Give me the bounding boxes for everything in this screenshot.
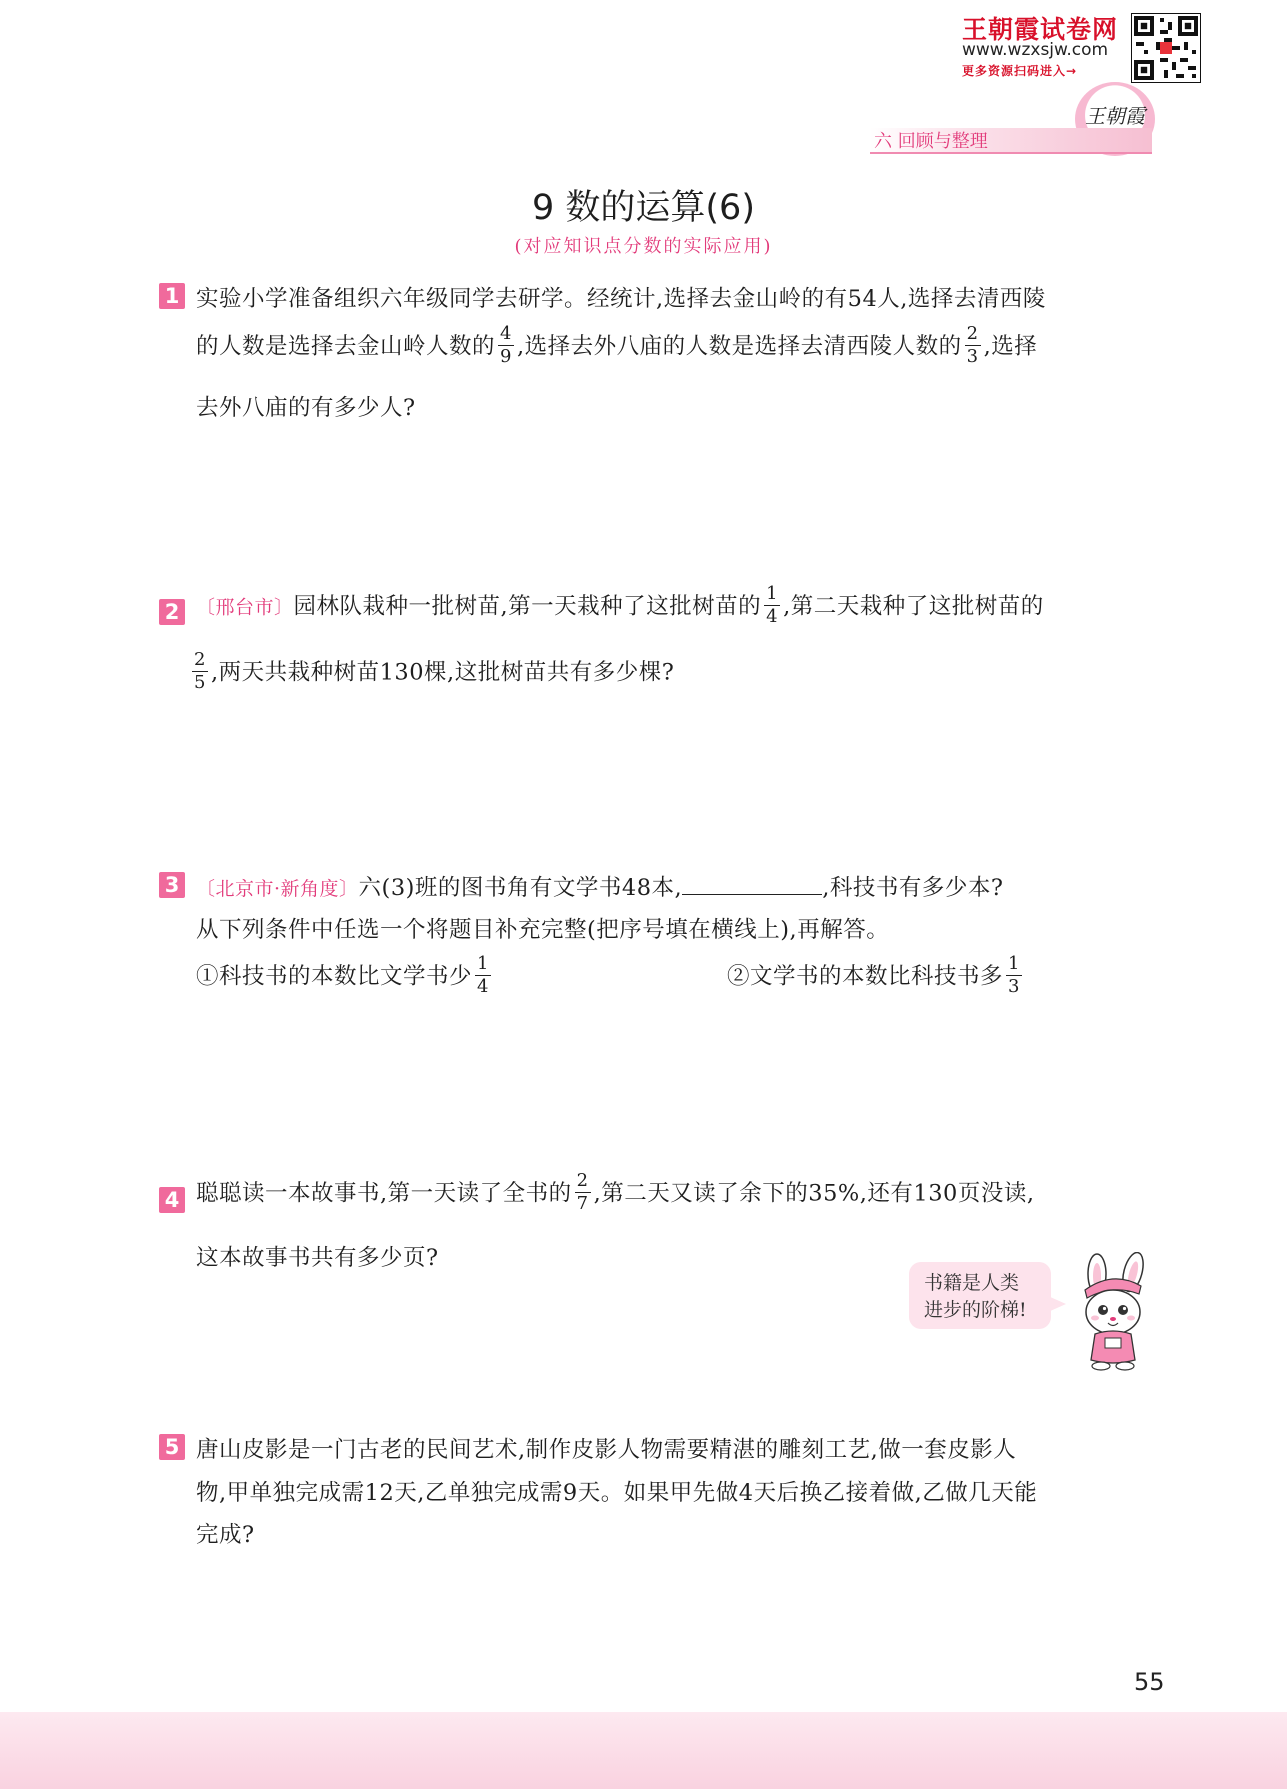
q2-text-c: ,两天共栽种树苗130棵,这批树苗共有多少棵? <box>210 659 675 686</box>
q5-line-2: 物,甲单独完成需12天,乙单独完成需9天。如果甲先做4天后换乙接着做,乙做几天能 <box>196 1480 1038 1506</box>
q3-option-2 <box>727 955 1025 1000</box>
page-subtitle: (对应知识点分数的实际应用) <box>514 236 773 257</box>
q2-line-1 <box>196 585 1044 630</box>
q2-line-2 <box>192 651 674 696</box>
brand-url[interactable]: www.wzxsjw.com <box>962 40 1109 60</box>
q4-line-2: 这本故事书共有多少页? <box>196 1245 439 1271</box>
bottom-decorative-band <box>0 1712 1287 1789</box>
q3-line-2: 从下列条件中任选一个将题目补充完整(把序号填在横线上),再解答。 <box>196 917 890 943</box>
q1-text-a: 的人数是选择去金山岭人数的 <box>196 333 496 360</box>
q2-text-b: ,第二天栽种了这批树苗的 <box>783 593 1044 620</box>
q2-fraction-2: $\frac{2}{5}$ <box>194 649 206 693</box>
q3-option-2-fraction: $\frac{1}{3}$ <box>1008 953 1020 997</box>
q1-text-b: ,选择去外八庙的人数是选择去清西陵人数的 <box>516 333 962 360</box>
q3-option-2-text: ②文学书的本数比科技书多 <box>727 963 1004 990</box>
q3-line-1 <box>196 870 1003 902</box>
bunny-mascot-icon <box>1075 1252 1155 1372</box>
page-title: 9 数的运算(6) <box>532 188 755 228</box>
question-number-5: 5 <box>159 1434 185 1460</box>
question-number-4: 4 <box>159 1187 185 1213</box>
q1-fraction-2: $\frac{2}{3}$ <box>966 323 979 367</box>
seal-text: 王朝霞 <box>1085 104 1145 128</box>
q4-text-a: 聪聪读一本故事书,第一天读了全书的 <box>196 1180 572 1207</box>
q3-option-1 <box>196 955 494 1000</box>
qr-code-icon[interactable] <box>1131 13 1201 83</box>
q3-source-tag: 〔北京市·新角度〕 <box>196 878 359 900</box>
q4-line-1 <box>196 1172 1035 1217</box>
section-label: 六 回顾与整理 <box>874 131 988 152</box>
q3-answer-blank[interactable] <box>682 874 822 895</box>
q4-fraction: $\frac{2}{7}$ <box>576 1170 589 1214</box>
page-number: 55 <box>1134 1668 1165 1696</box>
q5-line-1: 唐山皮影是一门古老的民间艺术,制作皮影人物需要精湛的雕刻工艺,做一套皮影人 <box>196 1437 1017 1463</box>
q5-line-3: 完成? <box>196 1522 255 1548</box>
q1-line-1: 实验小学准备组织六年级同学去研学。经统计,选择去金山岭的有54人,选择去清西陵 <box>196 286 1046 312</box>
q1-text-c: ,选择 <box>983 333 1038 360</box>
q1-line-2 <box>196 325 1037 370</box>
speech-bubble-tail <box>1048 1296 1066 1312</box>
brand-name: 王朝霞试卷网 <box>962 15 1119 44</box>
question-number-2: 2 <box>159 599 185 625</box>
q2-source-tag: 〔邢台市〕 <box>196 596 294 619</box>
question-number-1: 1 <box>159 283 185 309</box>
q1-line-3: 去外八庙的有多少人? <box>196 395 416 421</box>
q3-option-1-fraction: $\frac{1}{4}$ <box>477 953 489 997</box>
q3-option-1-text: ①科技书的本数比文学书少 <box>196 963 473 990</box>
q2-fraction-1: $\frac{1}{4}$ <box>766 583 779 627</box>
brand-more-text: 更多资源扫码进入→ <box>962 64 1078 78</box>
q2-text-a: 园林队栽种一批树苗,第一天栽种了这批树苗的 <box>293 593 762 620</box>
q4-text-b: ,第二天又读了余下的35%,还有130页没读, <box>593 1180 1035 1207</box>
q3-text-b: ,科技书有多少本? <box>822 875 1004 901</box>
speech-bubble-text: 书籍是人类 进步的阶梯! <box>924 1272 1027 1321</box>
question-number-3: 3 <box>159 872 185 898</box>
q3-text-a: 六(3)班的图书角有文学书48本, <box>358 875 683 901</box>
q1-fraction-1: $\frac{4}{9}$ <box>500 323 512 367</box>
